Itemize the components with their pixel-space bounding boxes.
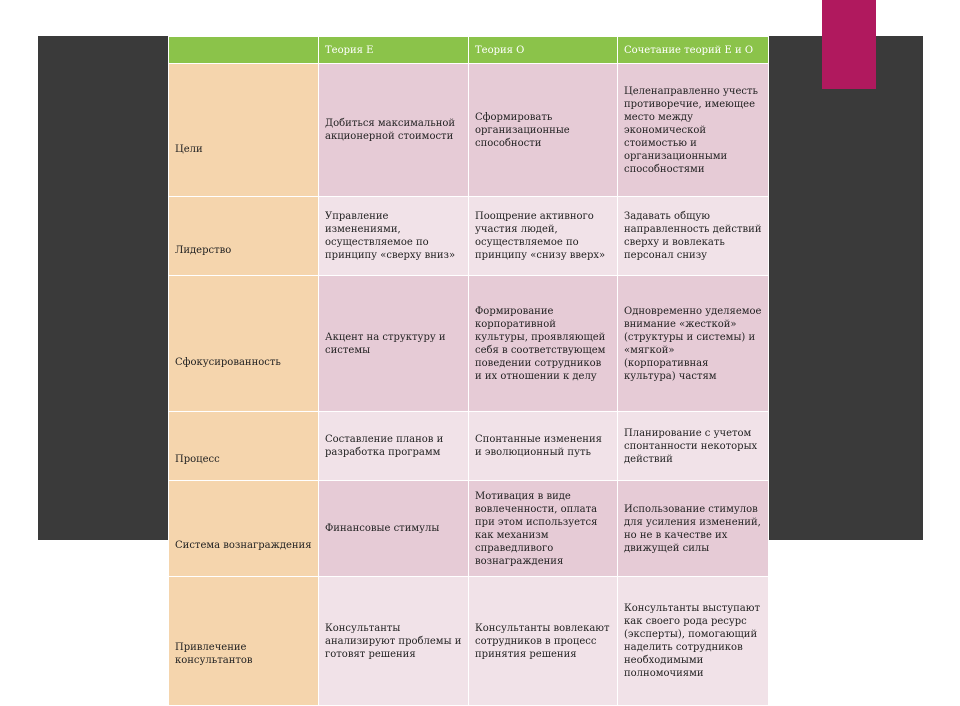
table-cell: Финансовые стимулы xyxy=(319,481,469,577)
table-cell: Акцент на структуру и системы xyxy=(319,276,469,412)
header-corner xyxy=(169,37,319,64)
row-label: Привлечение консультантов xyxy=(169,577,319,706)
table-header-row xyxy=(169,37,769,64)
theories-comparison-table xyxy=(168,36,769,706)
row-label: Система вознаграждения xyxy=(169,481,319,577)
accent-bar xyxy=(822,0,876,89)
header-theory-combined: Сочетание теорий Е и О xyxy=(618,37,769,64)
table-cell: Управление изменениями, осуществляемое по принципу «сверху вниз» xyxy=(319,197,469,276)
table-cell: Консультанты анализируют проблемы и готовят решения xyxy=(319,577,469,706)
table-row-focus xyxy=(169,276,769,412)
table-cell: Спонтанные изменения и эволюционный путь xyxy=(469,412,618,481)
table-cell: Консультанты выступают как своего рода ресурс (эксперты), помогающий наделить сотрудников необходимыми полномочиями xyxy=(618,577,769,706)
table-row-rewards xyxy=(169,481,769,577)
table-cell: Консультанты вовлекают сотрудников в процесс принятия решения xyxy=(469,577,618,706)
row-label: Лидерство xyxy=(169,197,319,276)
table-cell: Мотивация в виде вовлеченности, оплата при этом используется как механизм справедливого вознаграждения xyxy=(469,481,618,577)
table-cell: Добиться максимальной акционерной стоимости xyxy=(319,64,469,197)
row-label: Сфокусированность xyxy=(169,276,319,412)
table-cell: Задавать общую направленность действий сверху и вовлекать персонал снизу xyxy=(618,197,769,276)
table-cell: Одновременно уделяемое внимание «жесткой» (структуры и системы) и «мягкой» (корпоративная культура) частям xyxy=(618,276,769,412)
header-theory-e: Теория Е xyxy=(319,37,469,64)
table-row-consultants xyxy=(169,577,769,706)
row-label: Цели xyxy=(169,64,319,197)
table-cell: Планирование с учетом спонтанности некоторых действий xyxy=(618,412,769,481)
table-cell: Сформировать организационные способности xyxy=(469,64,618,197)
comparison-table-container xyxy=(168,36,768,679)
header-theory-o: Теория О xyxy=(469,37,618,64)
table-cell: Формирование корпоративной культуры, проявляющей себя в соответствующем поведении сотрудников и их отношении к делу xyxy=(469,276,618,412)
table-cell: Целенаправленно учесть противоречие, имеющее место между экономической стоимостью и организационными способностями xyxy=(618,64,769,197)
table-cell: Составление планов и разработка программ xyxy=(319,412,469,481)
table-row-leadership xyxy=(169,197,769,276)
table-row-process xyxy=(169,412,769,481)
table-row-goals xyxy=(169,64,769,197)
table-cell: Использование стимулов для усиления изменений, но не в качестве их движущей силы xyxy=(618,481,769,577)
row-label: Процесс xyxy=(169,412,319,481)
table-cell: Поощрение активного участия людей, осуществляемое по принципу «снизу вверх» xyxy=(469,197,618,276)
